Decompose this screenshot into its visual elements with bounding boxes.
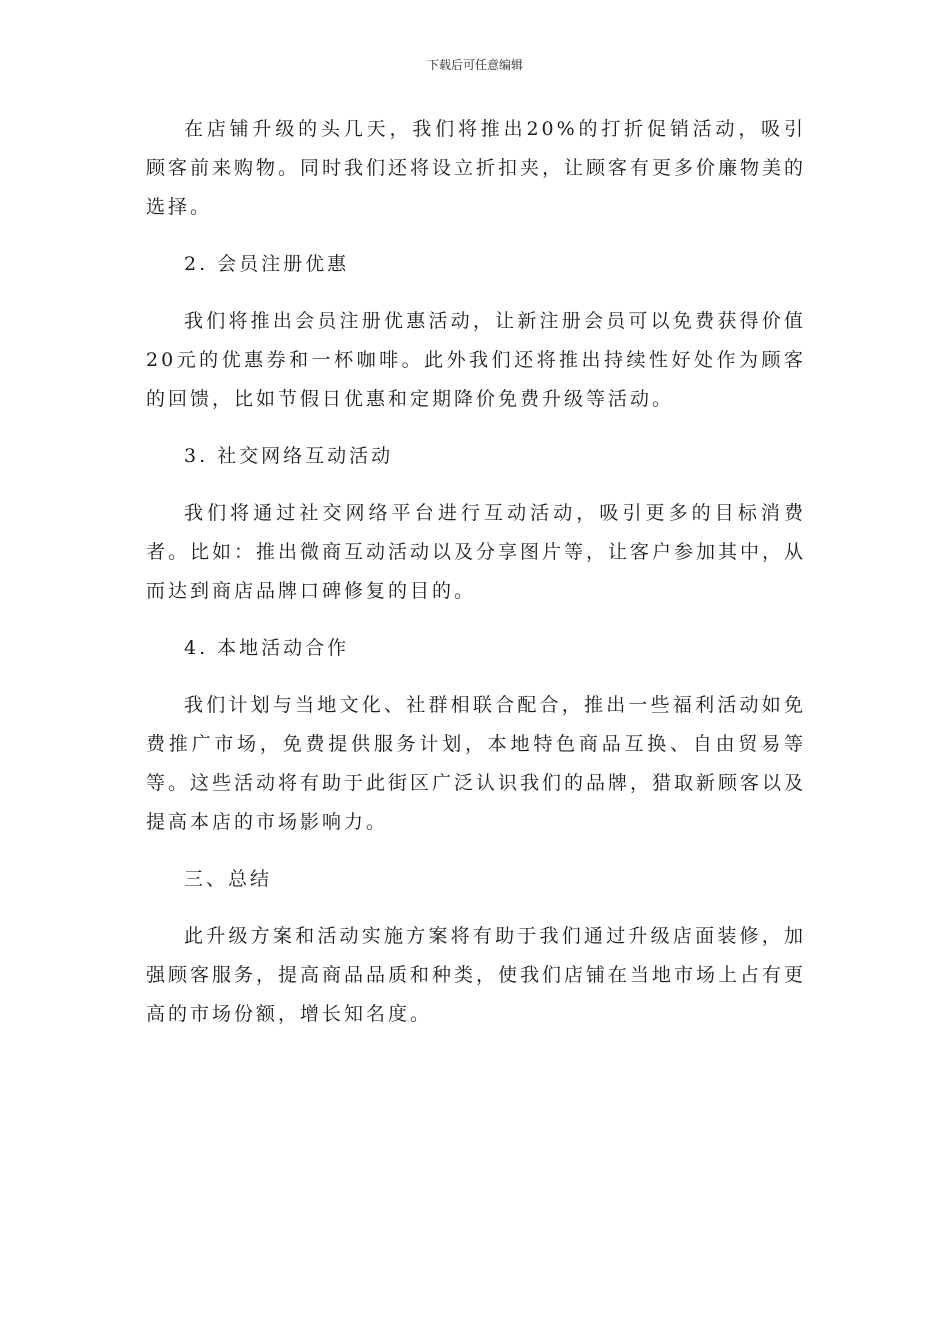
paragraph-member-registration: 我们将推出会员注册优惠活动，让新注册会员可以免费获得价值20元的优惠券和一杯咖啡。此外我们还将推出持续性好处作为顾客的回馈，比如节假日优惠和定期降价免费升级等活动。 [146,310,806,410]
paragraph-local-cooperation: 我们计划与当地文化、社群相联合配合，推出一些福利活动如免费推广市场，免费提供服务计划，本地特色商品互换、自由贸易等等。这些活动将有助于此街区广泛认识我们的品牌，猎取新顾客以及提高本店的市场影响力。 [146,694,807,833]
paragraph-discount-promotion: 在店铺升级的头几天，我们将推出20%的打折促销活动，吸引顾客前来购物。同时我们还将设立折扣夹，让顾客有更多价廉物美的选择。 [146,118,807,218]
page-header: 下载后可任意编辑 [426,58,523,72]
section-heading-summary: 三、总结 [184,868,273,890]
section-heading-social-network: 3. 社交网络互动活动 [184,445,394,467]
document-body [146,110,806,1052]
section-heading-local-cooperation: 4. 本地活动合作 [184,637,350,659]
section-heading-member-registration: 2. 会员注册优惠 [184,253,350,275]
paragraph-social-network: 我们将通过社交网络平台进行互动活动，吸引更多的目标消费者。比如：推出微商互动活动以及分享图片等，让客户参加其中，从而达到商店品牌口碑修复的目的。 [146,502,807,602]
paragraph-summary: 此升级方案和活动实施方案将有助于我们通过升级店面装修，加强顾客服务，提高商品品质和种类，使我们店铺在当地市场上占有更高的市场份额，增长知名度。 [146,925,807,1025]
